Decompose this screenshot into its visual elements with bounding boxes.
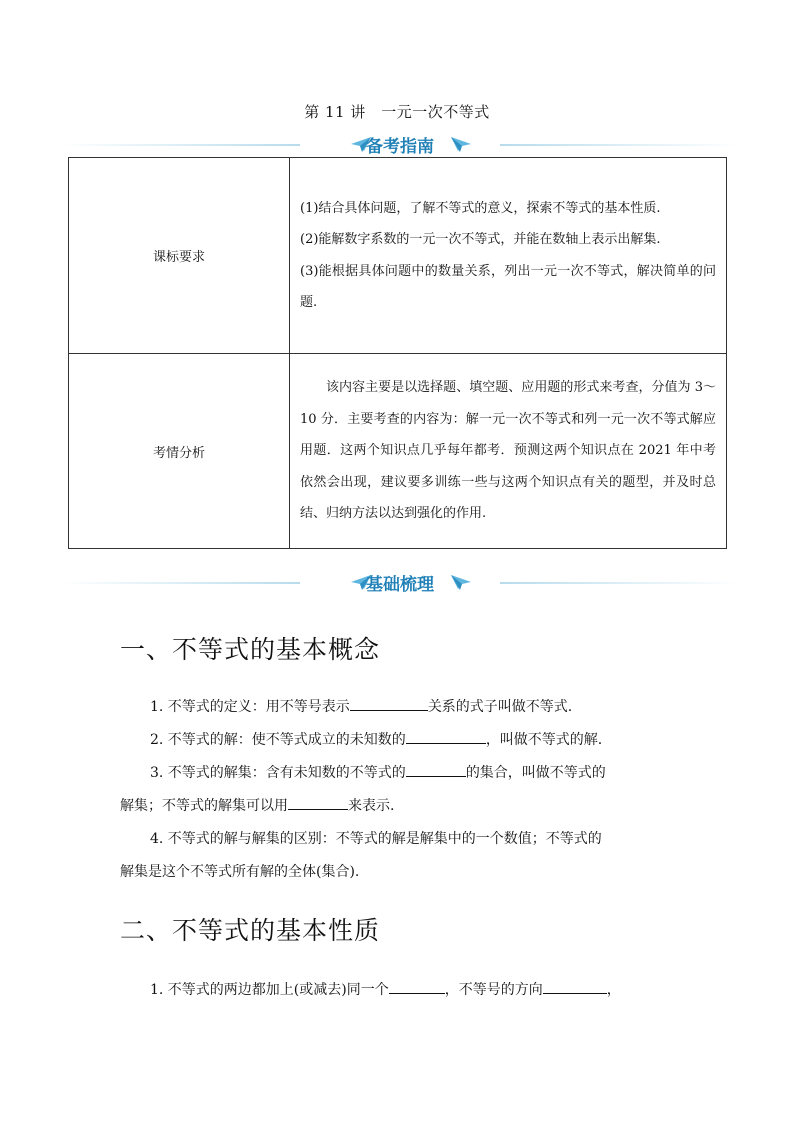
- lecture-title: 第 11 讲 一元一次不等式: [304, 103, 490, 121]
- fill-blank[interactable]: [389, 979, 445, 994]
- analysis-content: 该内容主要是以选择题、填空题、应用题的形式来考查，分值为 3～10 分．主要考查的内容为：解一元一次不等式和列一元一次不等式解应用题．这两个知识点几乎每年都考．预测这两个知识点在 2021 年中考依然会出现，建议要多训练一些与这两个知识点有关的题型，并及时总结、归纳方法以达到强化的作用.: [290, 354, 727, 549]
- list-item: [120, 757, 680, 790]
- fill-blank[interactable]: [406, 762, 466, 777]
- item-text: ，叫做不等式的解.: [485, 732, 603, 748]
- item-text: 关系的式子叫做不等式.: [427, 699, 573, 715]
- section-banner-guide: [60, 131, 740, 159]
- requirement-line: (2)能解数字系数的一元一次不等式，并能在数轴上表示出解集.: [300, 232, 661, 247]
- item-text: 2. 不等式的解：使不等式成立的未知数的: [150, 732, 406, 748]
- item-text: 解集是这个不等式所有解的全体(集合).: [120, 864, 360, 880]
- section-heading-properties: 二、不等式的基本性质: [120, 916, 381, 945]
- requirement-line: (3)能根据具体问题中的数量关系，列出一元一次不等式，解决简单的问题.: [300, 263, 716, 310]
- section-banner-review: [60, 569, 740, 597]
- item-text: 4. 不等式的解与解集的区别：不等式的解是解集中的一个数值；不等式的: [150, 831, 602, 847]
- guide-table: [68, 157, 727, 549]
- list-item-continued: [120, 856, 680, 889]
- fill-blank[interactable]: [543, 979, 607, 994]
- list-item: [120, 691, 680, 724]
- properties-list: [120, 974, 680, 1007]
- table-row: [69, 354, 727, 549]
- banner-label: 备考指南: [366, 137, 434, 157]
- item-text: 来表示.: [348, 798, 395, 814]
- row-label-analysis: 考情分析: [69, 354, 290, 549]
- table-row: [69, 158, 727, 354]
- paper-plane-right-icon: [450, 135, 472, 153]
- item-text: 1. 不等式的定义：用不等号表示: [150, 699, 350, 715]
- row-label-requirements: 课标要求: [69, 158, 290, 354]
- list-item: [120, 724, 680, 757]
- item-text: ，: [606, 982, 621, 998]
- item-text: 的集合，叫做不等式的: [465, 765, 606, 781]
- section-heading-concepts: 一、不等式的基本概念: [120, 635, 381, 664]
- list-item: [120, 823, 680, 856]
- fill-blank[interactable]: [350, 696, 428, 711]
- item-text: 解集；不等式的解集可以用: [120, 798, 288, 814]
- requirement-line: (1)结合具体问题，了解不等式的意义，探索不等式的基本性质.: [300, 200, 661, 216]
- fill-blank[interactable]: [406, 729, 486, 744]
- item-text: 3. 不等式的解集：含有未知数的不等式的: [150, 765, 406, 781]
- item-text: 1. 不等式的两边都加上(或减去)同一个: [150, 982, 389, 998]
- list-item-continued: [120, 790, 680, 823]
- fill-blank[interactable]: [288, 795, 348, 810]
- item-text: ，不等号的方向: [444, 982, 543, 998]
- list-item: [120, 974, 680, 1007]
- concepts-list: [120, 691, 680, 889]
- paper-plane-right-icon: [450, 573, 472, 591]
- banner-label: 基础梳理: [366, 575, 434, 595]
- requirements-content: [290, 158, 727, 354]
